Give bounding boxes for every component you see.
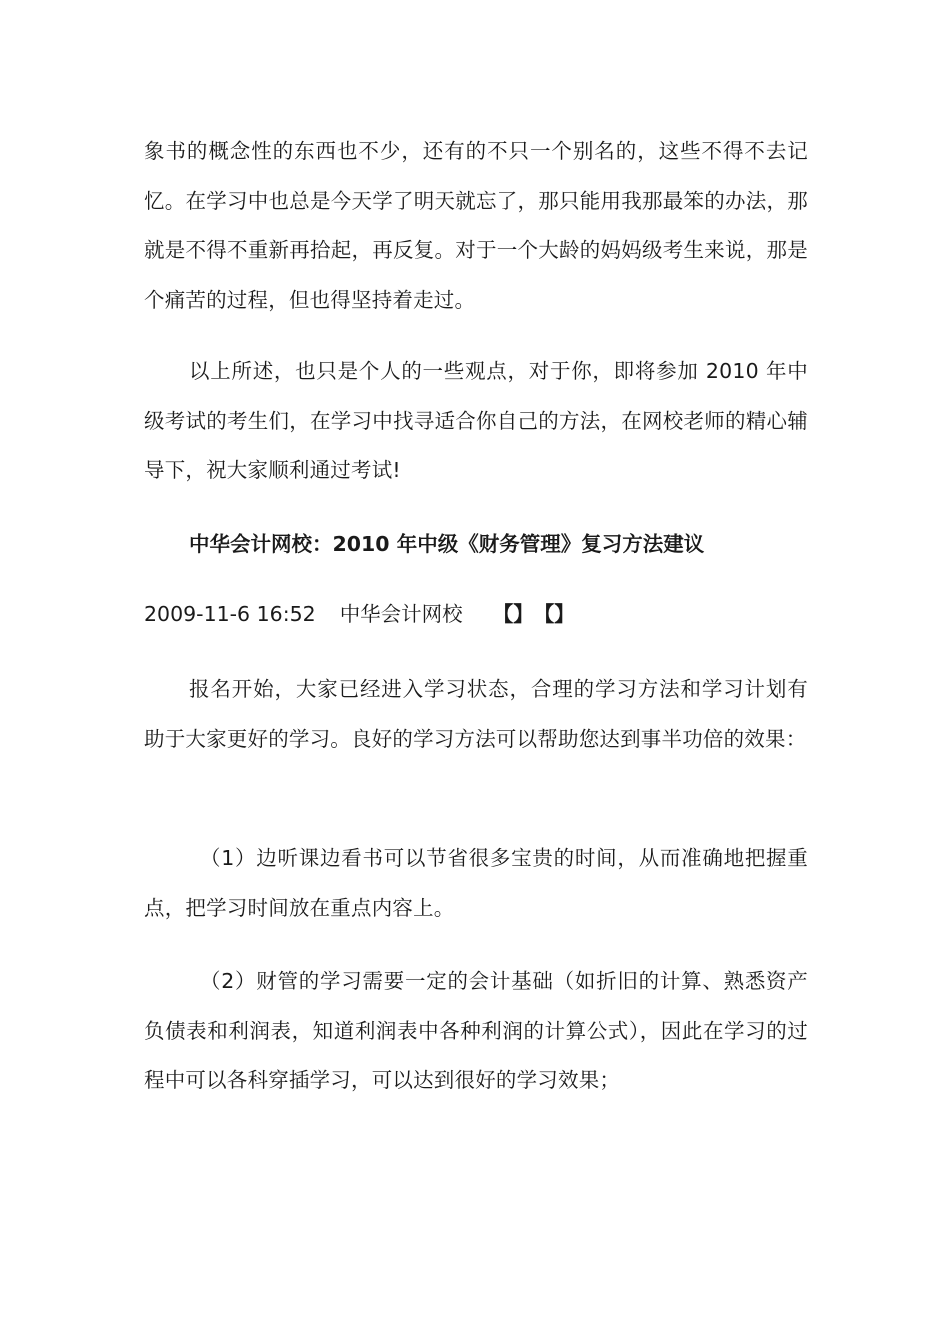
article-datetime: 2009-11-6 16:52 — [144, 602, 316, 626]
body-paragraph-3: 报名开始，大家已经进入学习状态，合理的学习方法和学习计划有助于大家更好的学习。良好的学习方法可以帮助您达到事半功倍的效果： — [144, 677, 808, 751]
body-paragraph-4: （1）边听课边看书可以节省很多宝贵的时间，从而准确地把握重点，把学习时间放在重点内容上。 — [144, 846, 808, 920]
article-title: 中华会计网校：2010 年中级《财务管理》复习方法建议 — [189, 532, 705, 556]
bracket-link-1[interactable]: 【】 — [492, 602, 534, 626]
bracket-link-2[interactable]: 【】 — [533, 602, 575, 626]
article-meta — [144, 590, 575, 640]
body-paragraph-1: 象书的概念性的东西也不少，还有的不只一个别名的，这些不得不去记忆。在学习中也总是今天学了明天就忘了，那只能用我那最笨的办法，那就是不得不重新再拾起，再反复。对于一个大龄的妈妈级考生来说，那是个痛苦的过程，但也得坚持着走过。 — [144, 139, 808, 312]
article-source: 中华会计网校 — [339, 602, 463, 626]
body-paragraph-5: （2）财管的学习需要一定的会计基础（如折旧的计算、熟悉资产负债表和利润表，知道利润表中各种利润的计算公式），因此在学习的过程中可以各科穿插学习，可以达到很好的学习效果； — [144, 969, 808, 1092]
body-paragraph-2: 以上所述，也只是个人的一些观点，对于你，即将参加 2010 年中级考试的考生们，在学习中找寻适合你自己的方法，在网校老师的精心辅导下，祝大家顺利通过考试! — [144, 359, 808, 482]
